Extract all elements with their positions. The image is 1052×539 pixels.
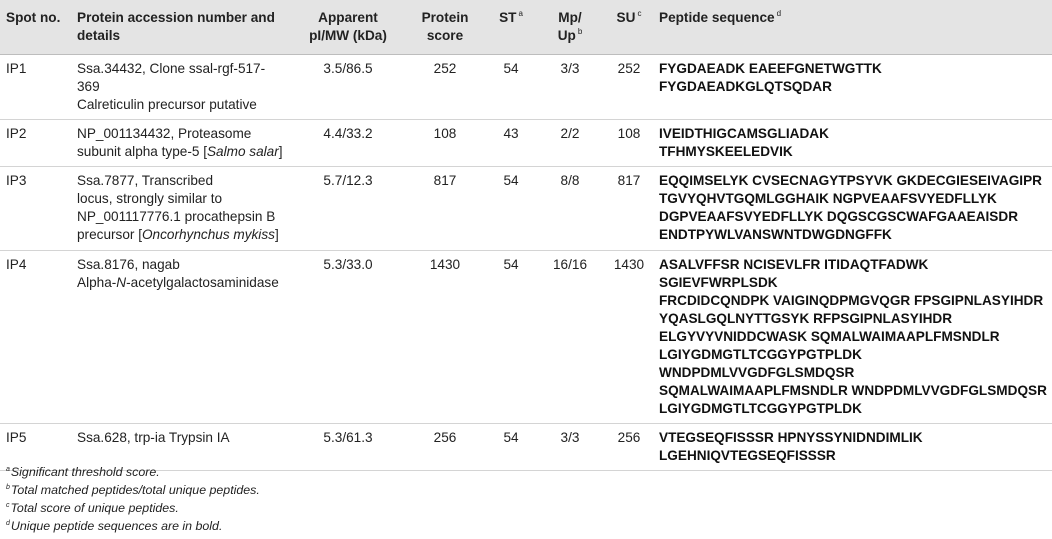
- peptide-cell: VTEGSEQFISSSR HPNYSSYNIDNDIMLIK LGEHNIQVTEGSEQFISSSR: [653, 424, 1052, 471]
- apparent-cell: 5.7/12.3: [291, 167, 403, 251]
- details-cell: Ssa.8176, nagab Alpha-N-acetylgalactosaminidase: [71, 251, 291, 424]
- footnote-d: $^d$Unique peptide sequences are in bold.: [6, 519, 223, 533]
- su-cell: 256: [603, 424, 653, 471]
- su-cell: 1430: [603, 251, 653, 424]
- details-cell: Ssa.34432, Clone ssal-rgf-517-369 Calreticulin precursor putative: [71, 55, 291, 120]
- peptide-cell: FYGDAEADK EAEEFGNETWGTTK FYGDAEADKGLQTSQDAR: [653, 55, 1052, 120]
- apparent-cell: 5.3/61.3: [291, 424, 403, 471]
- mpup-cell: 8/8: [535, 167, 603, 251]
- peptide-cell: ASALVFFSR NCISEVLFR ITIDAQTFADWK SGIEVFWRPLSDK FRCDIDCQNDPK VAIGINQDPMGVQGR FPSGIPNLASYIHDR YQASLGQLNYTTGSYK RFPSGIPNLASYIHDR ELGYVYVNIDDCWASK SQMALWAIMAAPLFMSNDLR LGIYGDMGTLTCGGYPGTPLDK WNDPDMLVVGDFGLSMDQSR SQMALWAIMAAPLFMSNDLR WNDPDMLVVGDFGLSMDQSR LGIYGDMGTLTCGGYPGTPLDK: [653, 251, 1052, 424]
- su-cell: 252: [603, 55, 653, 120]
- apparent-cell: 3.5/86.5: [291, 55, 403, 120]
- table-row: [0, 167, 1052, 251]
- peptide-cell: EQQIMSELYK CVSECNAGYTPSYVK GKDECGIESEIVAGIPR TGVYQHVTGQMLGGHAIK NGPVEAAFSVYEDFLLYK DGPVEAAFSVYEDFLLYK DQGSCGSCWAFGAAEAISDR ENDTPYWLVANSWNTDWGDNGFFK: [653, 167, 1052, 251]
- header-apparent: Apparent pI/MW (kDa): [291, 0, 403, 55]
- header-protein-score: Protein score: [403, 0, 485, 55]
- spot-cell: IP4: [0, 251, 71, 424]
- footnote-c: $^c$Total score of unique peptides.: [6, 501, 179, 515]
- su-cell: 108: [603, 120, 653, 167]
- header-accession: Protein accession number and details: [71, 0, 291, 55]
- footnote-a: $^a$Significant threshold score.: [6, 465, 160, 479]
- header-su: SU $^c$: [603, 0, 653, 55]
- apparent-cell: 4.4/33.2: [291, 120, 403, 167]
- table-row: [0, 120, 1052, 167]
- spot-cell: IP1: [0, 55, 71, 120]
- table-footnotes: [6, 463, 260, 535]
- score-cell: 817: [403, 167, 485, 251]
- header-st: ST $^a$: [485, 0, 535, 55]
- score-cell: 1430: [403, 251, 485, 424]
- mpup-cell: 3/3: [535, 55, 603, 120]
- header-spot: Spot no.: [0, 0, 71, 55]
- header-mp-up: Mp/ Up $^b$: [535, 0, 603, 55]
- spot-cell: IP5: [0, 424, 71, 471]
- st-cell: 43: [485, 120, 535, 167]
- table-row: [0, 55, 1052, 120]
- mpup-cell: 16/16: [535, 251, 603, 424]
- spot-cell: IP3: [0, 167, 71, 251]
- apparent-cell: 5.3/33.0: [291, 251, 403, 424]
- details-cell: Ssa.628, trp-ia Trypsin IA: [71, 424, 291, 471]
- su-cell: 817: [603, 167, 653, 251]
- details-cell: Ssa.7877, Transcribed locus, strongly similar to NP_001117776.1 procathepsin B precursor [Oncorhynchus mykiss]: [71, 167, 291, 251]
- spot-cell: IP2: [0, 120, 71, 167]
- st-cell: 54: [485, 167, 535, 251]
- score-cell: 256: [403, 424, 485, 471]
- table-row: [0, 251, 1052, 424]
- header-peptide-sequence: Peptide sequence $^d$: [653, 0, 1052, 55]
- mpup-cell: 3/3: [535, 424, 603, 471]
- peptide-cell: IVEIDTHIGCAMSGLIADAK TFHMYSKEELEDVIK: [653, 120, 1052, 167]
- st-cell: 54: [485, 55, 535, 120]
- details-cell: NP_001134432, Proteasome subunit alpha type-5 [Salmo salar]: [71, 120, 291, 167]
- st-cell: 54: [485, 251, 535, 424]
- footnote-b: $^b$Total matched peptides/total unique peptides.: [6, 483, 260, 497]
- score-cell: 252: [403, 55, 485, 120]
- header-row: [0, 0, 1052, 55]
- score-cell: 108: [403, 120, 485, 167]
- mpup-cell: 2/2: [535, 120, 603, 167]
- st-cell: 54: [485, 424, 535, 471]
